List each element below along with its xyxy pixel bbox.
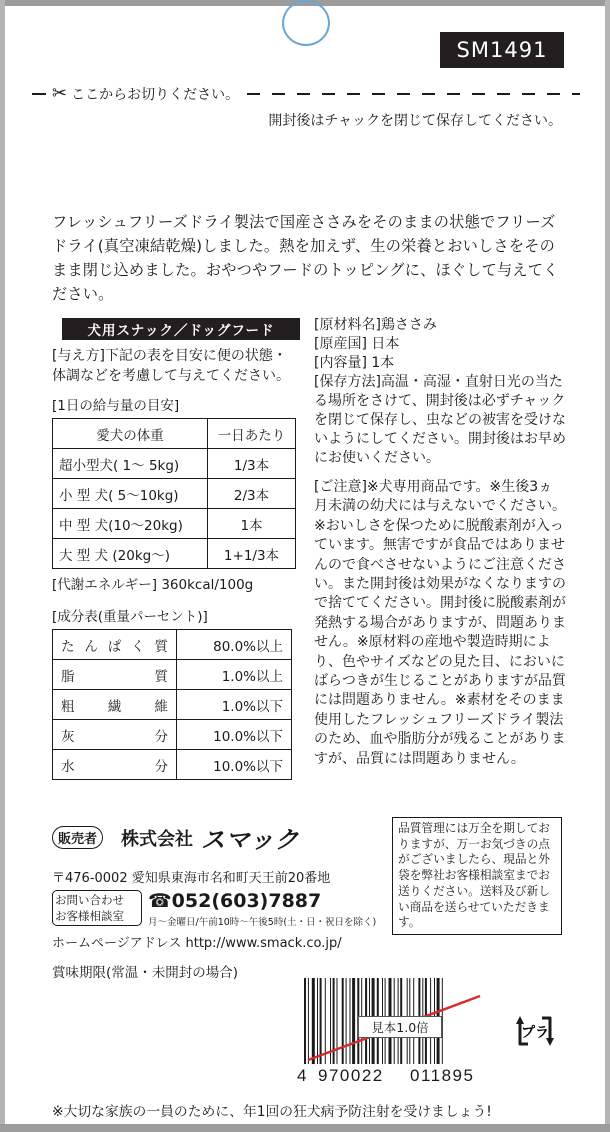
table-row xyxy=(53,720,292,750)
table-cell: たんぱく質 xyxy=(53,630,177,660)
scissors-icon: ✂ xyxy=(52,83,68,104)
table-cell: 大 型 犬 (20kg～) xyxy=(53,539,208,569)
table-cell: 10.0%以下 xyxy=(177,750,292,780)
recycle-mark-text: プラ xyxy=(521,1025,549,1041)
table-cell: 水分 xyxy=(53,750,177,780)
sample-label: 見本1.0倍 xyxy=(358,1016,442,1038)
feeding-table-title: [1日の給与量の目安] xyxy=(52,398,180,414)
table-row xyxy=(53,479,296,509)
feeding-table xyxy=(52,418,296,569)
composition-table xyxy=(52,629,292,780)
contents: [内容量] 1本 xyxy=(314,355,395,371)
table-cell: 粗繊維 xyxy=(53,690,177,720)
contact-label-line: お客様相談室 xyxy=(55,909,124,923)
left-column xyxy=(52,318,300,780)
table-cell: 80.0%以上 xyxy=(177,630,292,660)
frame-bottom xyxy=(0,1124,610,1132)
contact-label-line: お問い合わせ xyxy=(55,893,124,907)
table-row xyxy=(53,539,296,569)
composition-title: [成分表(重量パーセント)] xyxy=(52,609,208,625)
cut-line-text: ここからお切りください。 xyxy=(71,87,240,103)
barcode-digits xyxy=(284,1066,506,1086)
table-cell: 1本 xyxy=(208,509,296,539)
table-cell: 1/3本 xyxy=(208,449,296,479)
cut-dash-lead xyxy=(32,93,46,95)
energy-value: [代謝エネルギー] 360kcal/100g xyxy=(52,577,254,593)
barcode-digits-left: 970022 xyxy=(318,1066,384,1085)
table-header-row xyxy=(53,419,296,449)
barcode-bar xyxy=(352,978,355,1064)
frame-right xyxy=(605,0,610,1132)
cut-dashes xyxy=(247,93,580,95)
rabies-note: ※大切な家族の一員のために、年1回の狂犬病予防注射を受けましょう! xyxy=(52,1104,492,1120)
company-name: 株式会社 xyxy=(121,828,194,850)
table-row xyxy=(53,690,292,720)
frame-left xyxy=(0,0,5,1132)
table-header-cell: 一日あたり xyxy=(208,419,296,449)
table-cell: 中 型 犬(10～20kg) xyxy=(53,509,208,539)
contact-label xyxy=(52,890,142,926)
category-tag: 犬用スナック／ドッグフード xyxy=(62,318,300,340)
table-cell: 小 型 犬( 5～10kg) xyxy=(53,479,208,509)
origin: [原産国] 日本 xyxy=(314,336,400,352)
brand-logo: スマック xyxy=(201,826,300,854)
business-hours: 月～金曜日/午前10時～午後5時(土・日・祝日を除く) xyxy=(148,917,377,928)
homepage-link[interactable]: ホームページアドレス http://www.smack.co.jp/ xyxy=(52,936,342,951)
table-row xyxy=(53,750,292,780)
barcode-digit-lead: 4 xyxy=(297,1066,308,1085)
product-code-badge: SM1491 xyxy=(440,32,564,68)
barcode-bar xyxy=(346,978,347,1064)
table-cell: 超小型犬( 1～ 5kg) xyxy=(53,449,208,479)
barcode-bar xyxy=(342,978,344,1064)
table-cell: 脂質 xyxy=(53,660,177,690)
seller-block xyxy=(52,820,382,981)
barcode-bar xyxy=(304,978,306,1064)
table-cell: 1+1/3本 xyxy=(208,539,296,569)
expiry-label: 賞味期限(常温・未開封の場合) xyxy=(52,965,239,981)
caution-text: [ご注意]※犬専用商品です。※生後3ヵ月未満の幼犬には与えないでください。※おいしさを保つために脱酸素剤が入っています。無害ですが食品ではありませんので食べさせないようにご注意ください。また開封後は効果がなくなりますので捨ててください。開封後に脱酸素剤が発熱する場合がありますが、問題ありません。※原材料の産地や製造時期により、色やサイズなどの見た目、においにばらつきが生じることがありますが品質には問題ありません。※素材をそのまま使用したフレッシュフリーズドライ製法のため、血や脂肪分が残ることがありますが、品質には問題ありません。 xyxy=(314,479,566,767)
barcode-bar xyxy=(337,978,338,1064)
table-cell: 1.0%以下 xyxy=(177,690,292,720)
table-cell: 10.0%以下 xyxy=(177,720,292,750)
right-column xyxy=(314,316,566,769)
barcode-bar xyxy=(312,978,315,1064)
feeding-instructions: [与え方]下記の表を目安に便の状態・体調などを考慮して与えてください。 xyxy=(52,348,290,384)
barcode xyxy=(284,970,506,1096)
address: 〒476-0002 愛知県東海市名和町天王前20番地 xyxy=(52,871,331,886)
table-row xyxy=(53,509,296,539)
barcode-digits-right: 011895 xyxy=(410,1066,475,1085)
phone-number[interactable]: ☎052(603)7887 xyxy=(148,890,322,912)
table-header-cell: 愛犬の体重 xyxy=(53,419,208,449)
table-row xyxy=(53,660,292,690)
table-cell: 1.0%以上 xyxy=(177,660,292,690)
storage-instructions: [保存方法]高温・高湿・直射日光の当たる場所をさけて、開封後は必ずチャックを閉じて保存し、虫などの被害を受けないようにしてください。開封後はお早めにお使いください。 xyxy=(314,374,566,466)
barcode-bar xyxy=(320,978,322,1064)
seller-tag: 販売者 xyxy=(52,826,103,849)
quality-note: 品質管理には万全を期しておりますが、万一お気づきの点がございましたら、現品と外袋を弊社お客様相談室までお送りください。送料及び新しい商品を送らせていただきます。 xyxy=(392,817,562,935)
barcode-bar xyxy=(317,978,318,1064)
table-cell: 2/3本 xyxy=(208,479,296,509)
table-row xyxy=(53,630,292,660)
barcode-bar xyxy=(308,978,309,1064)
intro-text: フレッシュフリーズドライ製法で国産ささみをそのままの状態でフリーズドライ(真空凍結乾燥)しました。熱を加えず、生の栄養とおいしさをそのまま閉じ込めました。おやつやフードのトッピングに、ほぐして与えてください。 xyxy=(52,213,559,303)
table-row xyxy=(53,449,296,479)
barcode-bar xyxy=(325,978,326,1064)
reseal-note: 開封後はチャックを閉じて保存してください。 xyxy=(268,113,562,129)
plastic-recycle-icon xyxy=(510,1006,560,1056)
table-cell: 灰分 xyxy=(53,720,177,750)
hang-hole xyxy=(282,0,330,46)
cut-line[interactable] xyxy=(32,84,580,104)
barcode-bar xyxy=(350,978,351,1064)
ingredients: [原材料名]鶏ささみ xyxy=(314,317,437,333)
